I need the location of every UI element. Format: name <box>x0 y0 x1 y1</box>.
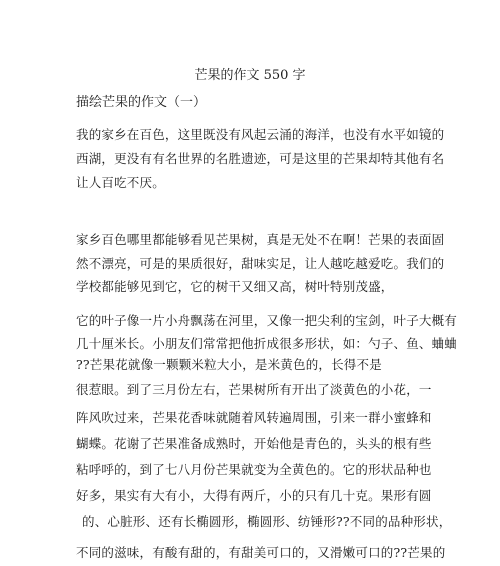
document-subtitle: 描绘芒果的作文（一） <box>76 95 207 110</box>
paragraph-3-line-1: 它的叶子像一片小舟飘荡在河里，又像一把尖利的宝剑，叶子大概有 <box>76 313 458 328</box>
paragraph-3-line-3: ??芒果花就像一颗颗米粒大小，是米黄色的，长得不是 <box>76 357 382 372</box>
paragraph-4-line-6: 的、心脏形、还有长椭圆形，椭圆形、纺锤形??不同的品种形状， <box>82 514 452 529</box>
paragraph-3-line-2: 几十厘米长。小朋友们常常把他折成很多形状，如：勺子、鱼、蛐蛐 <box>76 336 458 351</box>
paragraph-5-line-1: 不同的滋味，有酸有甜的，有甜美可口的，又滑嫩可口的??芒果的 <box>76 545 446 560</box>
paragraph-2-line-3: 学校都能够见到它，它的树干又细又高，树叶特别茂盛， <box>76 279 394 294</box>
paragraph-4-line-2: 阵风吹过来，芒果花香味就随着风转遍周围，引来一群小蜜蜂和 <box>76 410 432 425</box>
paragraph-4-line-1: 很惹眼。到了三月份左右，芒果树所有开出了淡黄色的小花，一 <box>76 382 432 397</box>
paragraph-1-line-2: 西湖，更没有有名世界的名胜遗迹，可是这里的芒果却特其他有名 <box>76 151 445 166</box>
paragraph-1-line-3: 让人百吃不厌。 <box>76 175 165 190</box>
document-title: 芒果的作文 550 字 <box>194 68 306 83</box>
paragraph-4-line-5: 好多，果实有大有小，大得有两斤，小的只有几十克。果形有圆 <box>76 488 432 503</box>
paragraph-4-line-4: 粘呼呼的，到了七八月份芒果就变为全黄色的。它的形状品种也 <box>76 462 432 477</box>
paragraph-2-line-1: 家乡百色哪里都能够看见芒果树，真是无处不在啊！芒果的表面固 <box>76 232 445 247</box>
paragraph-4-line-3: 蝴蝶。花谢了芒果准备成熟时，开始他是青色的，头头的根有些 <box>76 436 432 451</box>
paragraph-2-line-2: 然不漂亮，可是的果质很好，甜味实足，让人越吃越爱吃。我们的 <box>76 256 445 271</box>
paragraph-1-line-1: 我的家乡在百色，这里既没有风起云涌的海洋，也没有水平如镜的 <box>76 127 445 142</box>
